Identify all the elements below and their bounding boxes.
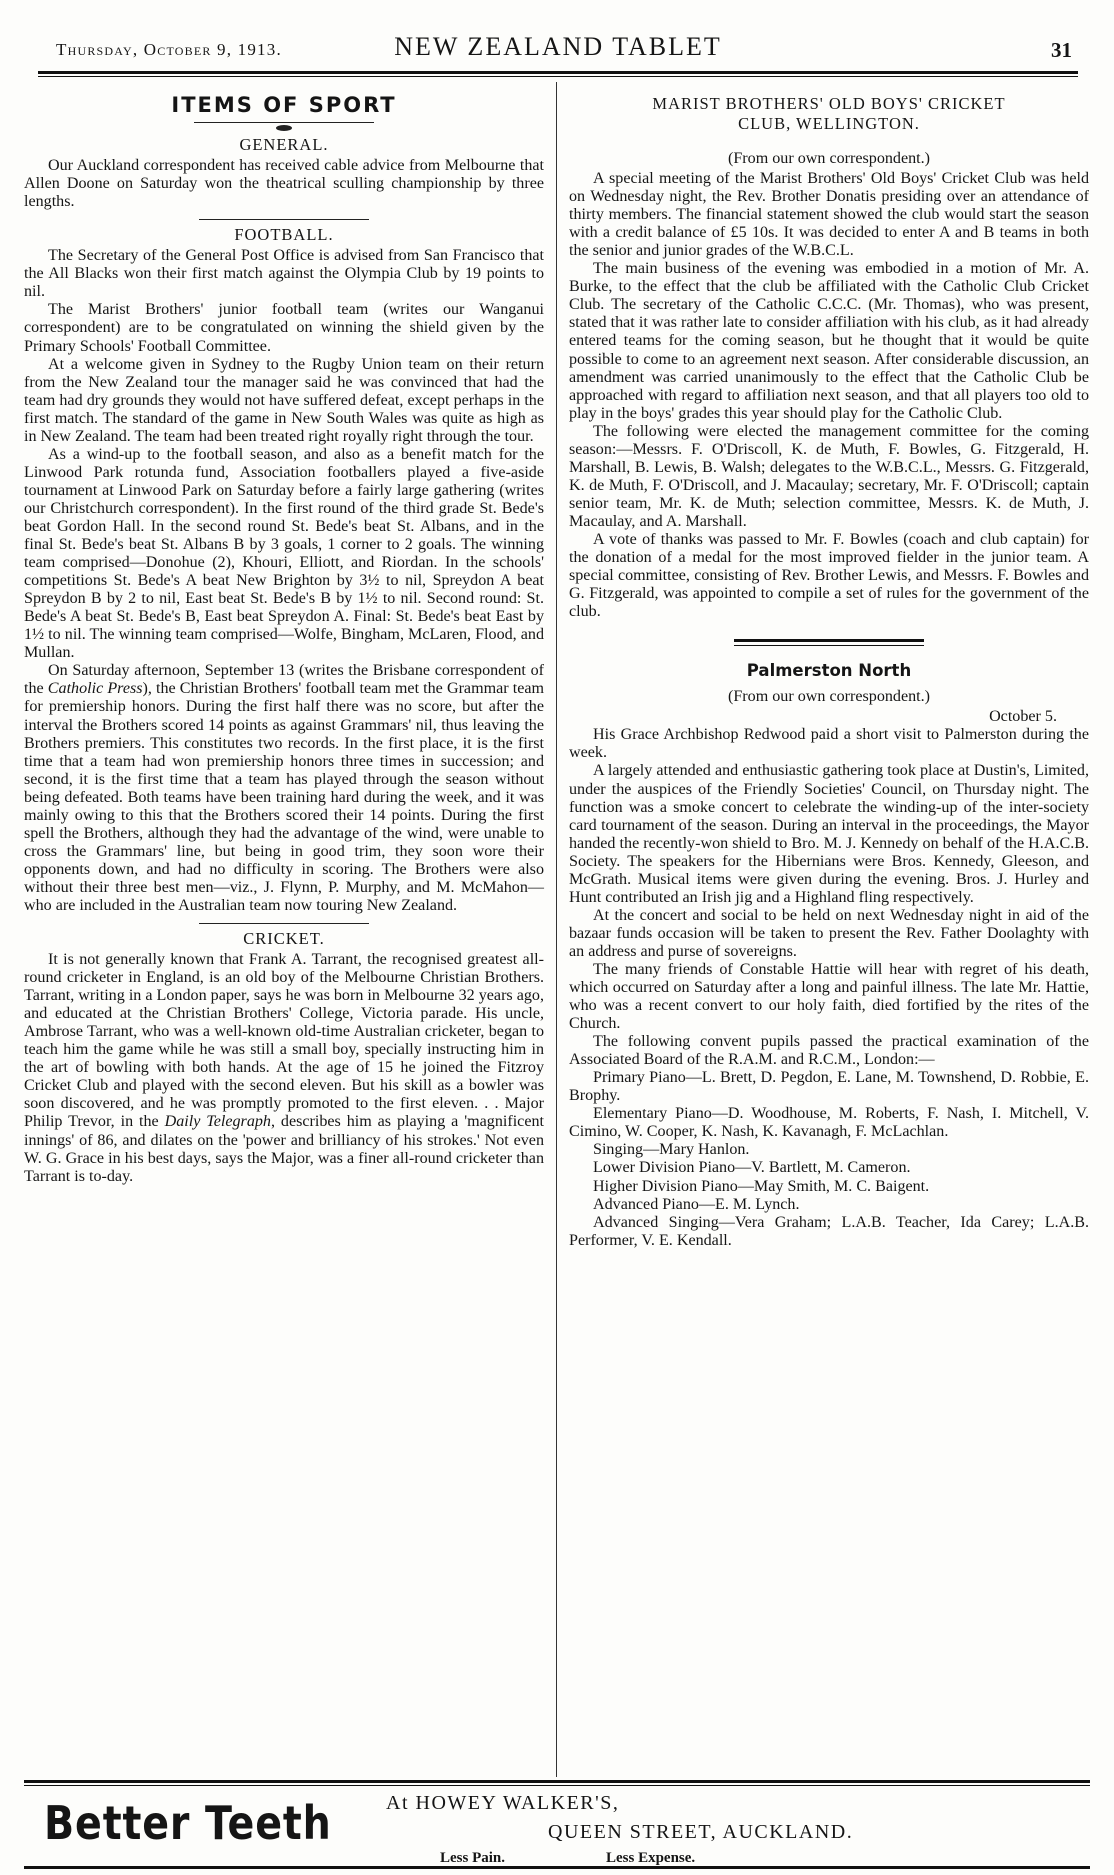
dateline: October 5. (989, 708, 1057, 726)
right-column (569, 82, 1089, 1250)
exam-result: Higher Division Piano—May Smith, M. C. Baigent. (593, 1177, 930, 1195)
paragraph: As a wind-up to the football season, and also as a benefit match for the Linwood Park rotunda fund, Association footballers played a five-aside tournament at Linwood Park on Saturday before a fairly large gathering (writes our Christchurch correspondent). In the first round of the third grade St. Bede's beat Gordon Hall. In the second round St. Bede's beat St. Albans, and in the final St. Bede's beat St. Albans B by 3 goals, 1 corner to 2 goals. The winning team comprised—Donohue (2), Khouri, Elliott, and Riordan. In the schools' competitions St. Bede's A beat New Brighton by 3½ to nil, Spreydon A beat Spreydon B by 2 to nil, East beat St. Bede's B by 1½ to nil. Second round: St. Bede's A beat St. Bede's B, East beat Spreydon A. Final: St. Bede's beat East by 1½ to nil. The winning team comprised—Wolfe, Bingham, McLaren, Flood, and Mullan. (24, 445, 544, 662)
advert-rule (24, 1780, 1090, 1783)
paragraph: A special meeting of the Marist Brothers' Old Boys' Cricket Club was held on Wednesday night, the Rev. Brother Donatis presiding over an attendance of thirty members. The financial statement showed the club would start the season with a credit balance of £5 10s. It was decided to enter A and B teams in both the senior and junior grades of the W.B.C.L. (569, 170, 1089, 260)
paragraph: At a welcome given in Sydney to the Rugby Union team on their return from the New Zealand tour the manager said he was convinced that had the team had dry grounds they would not have suffered defeat, except perhaps in the first match. The standard of the game in New South Wales was quite as high as in New Zealand. The team had been treated right royally right through the tour. (24, 355, 544, 445)
marist-heading: MARIST BROTHERS' OLD BOYS' CRICKET CLUB, WELLINGTON. (652, 94, 1006, 133)
correspondent-credit: (From our own correspondent.) (727, 150, 931, 167)
paragraph: The many friends of Constable Hattie will hear with regret of his death, which occurred on Saturday after a long and painful illness. The late Mr. Hattie, who was a recent convert to our holy faith, died fortified by the rites of the Church. (569, 960, 1089, 1033)
top-rule-thin (38, 76, 1078, 77)
advert-line: QUEEN STREET, AUCKLAND. (548, 1821, 854, 1843)
section-rule (199, 923, 369, 924)
section-rule (199, 219, 369, 220)
paragraph: The main business of the evening was embodied in a motion of Mr. A. Burke, to the effect that the club be affiliated with the Catholic Club Cricket Club. The secretary of the Catholic C.C.C. (Mr. Thomas), who was present, stated that it was rather late to consider affiliation with his club, as it had already entered teams for the coming season, but he thought that it would be quite possible to come to an agreement next season. After considerable discussion, an amendment was carried unanimously to the effect that the Catholic Club be approached with regard to affiliation next season, and that all players too old to play in the boys' grades this year should play for the Catholic Club. (569, 260, 1089, 422)
general-heading: GENERAL. (239, 135, 329, 155)
advert-slogan: Less Expense. (606, 1850, 696, 1866)
cricket-heading: CRICKET. (243, 929, 325, 949)
correspondent-credit: (From our own correspondent.) (727, 688, 931, 706)
paragraph: The Secretary of the General Post Office is advised from San Francisco that the All Blacks won their first match against the Olympia Club by 19 points to nil. (24, 247, 544, 301)
exam-result: Lower Division Piano—V. Bartlett, M. Cameron. (593, 1159, 911, 1177)
paragraph: The Marist Brothers' junior football team (writes our Wanganui correspondent) are to be congratulated on winning the shield given by the Primary Schools' Football Committee. (24, 301, 544, 355)
exam-result: Advanced Singing—Vera Graham; L.A.B. Teacher, Ida Carey; L.A.B. Performer, V. E. Kendall. (569, 1213, 1089, 1249)
publication-name: Daily Telegraph (164, 1113, 271, 1131)
masthead (38, 28, 1078, 68)
advert-headline: Better Teeth (44, 1796, 332, 1850)
exam-result: Singing—Mary Hanlon. (593, 1141, 750, 1159)
paragraph: At the concert and social to be held on next Wednesday night in aid of the bazaar funds occasion will be taken to present the Rev. Father Doolaghty with an address and purse of sovereigns. (569, 906, 1089, 960)
paragraph: A largely attended and enthusiastic gathering took place at Dustin's, Limited, under the auspices of the Friendly Societies' Council, on Thursday night. The function was a smoke concert to celebrate the winding-up of the inter-society card tournament of the season. During an interval in the proceedings, the Mayor handed the recently-won shield to Bro. M. J. Kennedy on behalf of the H.A.C.B. Society. The speakers for the Hibernians were Bros. Kennedy, Gleeson, and McGrath. Musical items were given during the evening. Bros. J. Hurley and Hunt contributed an Irish jig and a Highland fling respectively. (569, 762, 1089, 906)
paragraph: A vote of thanks was passed to Mr. F. Bowles (coach and club captain) for the donation of a medal for the most improved fielder in the junior team. A special committee, consisting of Rev. Brother Lewis, and Messrs. F. Bowles and G. Fitzgerald, was appointed to compile a set of rules for the government of the club. (569, 530, 1089, 621)
paragraph: The following were elected the management committee for the coming season:—Messrs. F. O'Driscoll, K. de Muth, F. Bowles, G. Fitzgerald, H. Marshall, B. Lewis, B. Walsh; delegates to the W.B.C.L., Messrs. G. Fitzgerald, K. de Muth, F. O'Driscoll, and J. Macaulay; secretary, Mr. F. O'Driscoll; captain senior team, Mr. K. de Muth; selection committee, Messrs. K. de Muth, J. Macaulay, and A. Marshall. (569, 422, 1089, 530)
section-heading-sport: ITEMS OF SPORT (171, 93, 397, 117)
section-rule-thin (734, 645, 924, 646)
heading-ornament (24, 118, 544, 126)
bottom-rule (24, 1866, 1090, 1869)
advert-slogan: Less Pain. (440, 1850, 506, 1866)
publication-name: Catholic Press (47, 680, 143, 698)
paragraph: His Grace Archbishop Redwood paid a short visit to Palmerston during the week. (569, 726, 1089, 762)
football-heading: FOOTBALL. (234, 225, 334, 245)
column-divider (556, 82, 557, 1777)
page-number: 31 (1051, 38, 1072, 62)
paragraph: The following convent pupils passed the practical examination of the Associated Board of the R.A.M. and R.C.M., London:— (569, 1033, 1089, 1069)
exam-result: Elementary Piano—D. Woodhouse, M. Roberts, F. Nash, I. Mitchell, V. Cimino, W. Cooper, K. Nash, K. Kavanagh, F. McLachlan. (569, 1105, 1089, 1141)
issue-date: Thursday, October 9, 1913. (56, 40, 282, 59)
paragraph: It is not generally known that Frank A. Tarrant, the recognised greatest all-round cricketer in England, is an old boy of the Melbourne Christian Brothers. Tarrant, writing in a London paper, says he was born in Melbourne 32 years ago, and educated at the Christian Brothers' College, Victoria parade. His uncle, Ambrose Tarrant, who was a well-known old-time Australian cricketer, began to teach him the game while he was still a small boy, specially instructing him in the art of bowling with both hands. At the age of 15 he joined the Fitzroy Cricket Club and played with the second eleven. But his skill as a bowler was soon discovered, and he was promptly promoted to the first eleven. . . Major Philip Trevor, in the Daily Telegraph, describes him as playing a 'magnificent innings' of 86, and dilates on the 'power and brilliancy of his strokes.' Not even W. G. Grace in his best days, says the Major, was a finer all-round cricketer than Tarrant is to-day. (24, 951, 544, 1185)
advert-rule-thin (24, 1785, 1090, 1786)
section-rule (734, 639, 924, 642)
newspaper-title: NEW ZEALAND TABLET (394, 32, 722, 61)
top-rule (38, 71, 1078, 74)
exam-result: Primary Piano—L. Brett, D. Pegdon, E. Lane, M. Townshend, D. Robbie, E. Brophy. (569, 1069, 1089, 1105)
exam-result: Advanced Piano—E. M. Lynch. (593, 1195, 800, 1213)
paragraph: Our Auckland correspondent has received cable advice from Melbourne that Allen Doone on Saturday won the theatrical sculling championship by three lengths. (24, 157, 544, 211)
paragraph: On Saturday afternoon, September 13 (writes the Brisbane correspondent of the Catholic Press), the Christian Brothers' football team met the Grammar team for premiership honors. During the first half there was no score, but after the interval the Brothers scored 14 points as against Grammars' nil, thus leaving the Brothers premiers. This constitutes two records. In the first place, it is the first time that a team had won premiership honors three times in succession; and second, it is the first time that a team has played through the season without being defeated. Both teams have been training hard during the week, and it was mainly owing to this that the Brothers scored their 14 points. During the first spell the Brothers, although they had the advantage of the wind, were unable to cross the Grammars' line, but being in good trim, they soon wore their opponents down, and had no difficulty in scoring. The Brothers were also without their three best men—viz., J. Flynn, P. Murphy, and M. McMahon—who are included in the Australian team now touring New Zealand. (24, 662, 544, 914)
palmerston-heading: Palmerston North (746, 661, 912, 681)
advert-line: At HOWEY WALKER'S, (386, 1792, 620, 1814)
left-column (24, 82, 544, 1186)
